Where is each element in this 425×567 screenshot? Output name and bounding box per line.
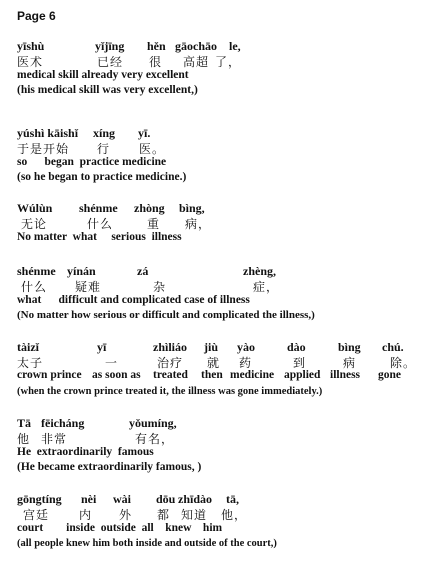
pinyin-word: fēicháng <box>41 416 85 430</box>
pinyin-word: le, <box>229 39 241 53</box>
hanzi-word: 已经 <box>97 55 124 69</box>
pinyin-word: yī. <box>138 126 151 140</box>
hanzi-word: 重 <box>147 217 161 231</box>
pinyin-row <box>17 201 417 215</box>
hanzi-word: 都 <box>157 508 171 522</box>
pinyin-word: bìng, <box>179 201 205 215</box>
hanzi-word: 疑难 <box>75 280 102 294</box>
hanzi-word: 高超 <box>183 55 210 69</box>
passage-6 <box>17 416 417 475</box>
pinyin-row <box>17 340 417 354</box>
hanzi-word: 症， <box>253 280 280 294</box>
gloss-line: what difficult and complicated case of illness <box>17 294 250 306</box>
pinyin-word: yǐjīng <box>95 39 125 53</box>
passage-2 <box>17 126 417 185</box>
hanzi-word: 于是开始 <box>17 142 70 156</box>
pinyin-row <box>17 492 417 506</box>
hanzi-word: 他， <box>221 508 248 522</box>
hanzi-row <box>17 53 417 68</box>
pinyin-row <box>17 39 417 53</box>
pinyin-word: gāochāo <box>175 39 217 53</box>
hanzi-word: 杂 <box>153 280 167 294</box>
pinyin-word: chú. <box>382 340 404 354</box>
pinyin-row <box>17 416 417 430</box>
hanzi-word: 什么 <box>87 217 114 231</box>
pinyin-word: dōu <box>156 492 176 506</box>
passage-5 <box>17 340 417 399</box>
pinyin-word: yǒumíng, <box>129 416 177 430</box>
hanzi-word: 什么 <box>21 280 48 294</box>
gloss-word: crown prince <box>17 369 82 381</box>
pinyin-word: shénme <box>17 264 56 278</box>
pinyin-word: jiù <box>204 340 219 354</box>
hanzi-word: 除。 <box>390 356 417 370</box>
hanzi-word: 就 <box>207 356 221 370</box>
hanzi-row <box>17 140 417 155</box>
hanzi-row <box>17 215 417 230</box>
translation-line: (when the crown prince treated it, the illness was gone immediately.) <box>17 386 323 397</box>
pinyin-word: gōngtíng <box>17 492 62 506</box>
gloss-word: then <box>201 369 223 381</box>
gloss-line: He extraordinarily famous <box>17 446 154 458</box>
passage-4 <box>17 264 417 323</box>
pinyin-word: yī <box>97 340 107 354</box>
gloss-word: treated <box>153 369 188 381</box>
gloss-word: applied <box>284 369 321 381</box>
hanzi-word: 知道 <box>181 508 208 522</box>
pinyin-word: tā, <box>226 492 239 506</box>
pinyin-word: yào <box>237 340 255 354</box>
pinyin-word: zhìliáo <box>153 340 188 354</box>
pinyin-word: hěn <box>147 39 166 53</box>
translation-line: (all people knew him both inside and outside of the court,) <box>17 538 277 549</box>
gloss-word: medicine <box>230 369 275 381</box>
pinyin-word: tàizǐ <box>17 340 39 354</box>
hanzi-word: 有名， <box>135 432 175 446</box>
hanzi-word: 到 <box>293 356 307 370</box>
gloss-line: so began practice medicine <box>17 156 167 168</box>
translation-line: (his medical skill was very excellent,) <box>17 84 198 96</box>
hanzi-word: 宫廷 <box>23 508 50 522</box>
hanzi-word: 治疗 <box>157 356 184 370</box>
pinyin-row <box>17 126 417 140</box>
hanzi-word: 内 <box>79 508 93 522</box>
hanzi-word: 非常 <box>41 432 68 446</box>
translation-line: (He became extraordinarily famous, ) <box>17 461 202 473</box>
translation-line: (No matter how serious or difficult and complicated the illness,) <box>17 309 315 321</box>
hanzi-word: 外 <box>119 508 133 522</box>
hanzi-word: 无论 <box>21 217 48 231</box>
pinyin-word: yínán <box>67 264 96 278</box>
gloss-word: illness <box>330 369 361 381</box>
hanzi-word: 医术 <box>17 55 44 69</box>
hanzi-row <box>17 506 417 521</box>
hanzi-word: 一 <box>105 356 119 370</box>
hanzi-word: 病， <box>185 217 212 231</box>
pinyin-word: zhīdào <box>178 492 213 506</box>
gloss-line: court inside outside all knew him <box>17 522 223 534</box>
passage-1 <box>17 39 417 98</box>
hanzi-row <box>17 278 417 293</box>
pinyin-word: yīshù <box>17 39 45 53</box>
pinyin-word: shénme <box>79 201 118 215</box>
hanzi-row <box>17 430 417 445</box>
pinyin-word: yúshì kāishǐ <box>17 126 79 140</box>
translation-line: (so he began to practice medicine.) <box>17 171 187 183</box>
hanzi-row <box>17 354 417 369</box>
hanzi-word: 很 <box>149 55 163 69</box>
pinyin-word: nèi <box>81 492 97 506</box>
hanzi-word: 病 <box>343 356 357 370</box>
hanzi-word: 医。 <box>139 142 166 156</box>
gloss-line: No matter what serious illness <box>17 231 182 243</box>
pinyin-word: bìng <box>338 340 361 354</box>
pinyin-word: wài <box>113 492 131 506</box>
pinyin-row <box>17 264 417 278</box>
pinyin-word: Tā <box>17 416 32 430</box>
pinyin-word: zhèng, <box>243 264 276 278</box>
hanzi-word: 太子 <box>17 356 44 370</box>
passage-3 <box>17 201 417 245</box>
pinyin-word: Wúlùn <box>17 201 53 215</box>
pinyin-word: zhòng <box>134 201 165 215</box>
hanzi-word: 他 <box>17 432 31 446</box>
hanzi-word: 药 <box>239 356 253 370</box>
gloss-line <box>17 369 417 384</box>
hanzi-word: 行 <box>97 142 111 156</box>
hanzi-word: 了， <box>215 55 242 69</box>
page-label: Page 6 <box>17 9 56 23</box>
passage-7 <box>17 492 417 551</box>
gloss-word: gone <box>378 369 401 381</box>
gloss-word: as soon as <box>92 369 141 381</box>
pinyin-word: zá <box>137 264 149 278</box>
pinyin-word: xíng <box>93 126 116 140</box>
pinyin-word: dào <box>287 340 306 354</box>
gloss-line: medical skill already very excellent <box>17 69 189 81</box>
